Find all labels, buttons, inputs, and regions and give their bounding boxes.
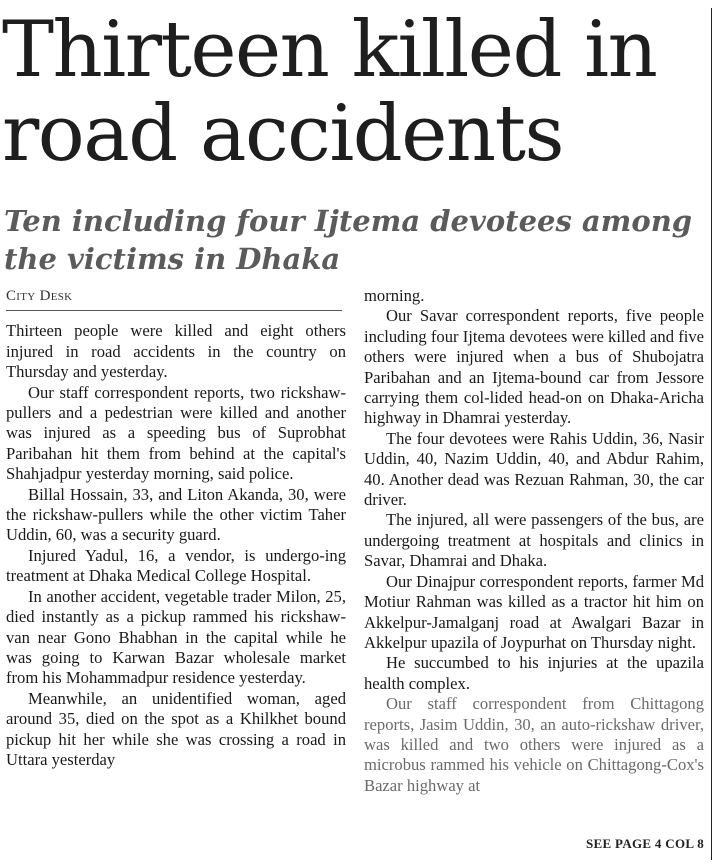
paragraph: The four devotees were Rahis Uddin, 36, Nasir Uddin, 40, Nazim Uddin, 40, and Abdur Rahim, 40. Another dead was Rezuan Rahman, 30, the car driver. [364,428,704,510]
paragraph: In another accident, vegetable trader Milon, 25, died instantly as a pickup rammed his rickshaw-van near Gono Bhabhan in the capital while he was going to Karwan Bazar wholesale market from his Mohammadpur residence yesterday. [6,586,346,688]
continuation-jump-line: SEE PAGE 4 COL 8 [586,836,704,851]
byline-spacer [6,313,346,321]
paragraph: Billal Hossain, 33, and Liton Akanda, 30, were the rickshaw-pullers while the other victim Taher Uddin, 60, was a security guard. [6,484,346,545]
paragraph: Our staff correspondent reports, two rickshaw-pullers and a pedestrian were killed and another was injured as a speeding bus of Suprobhat Paribahan hit them from behind at the capital's Shahjadpur yesterday morning, said police. [6,382,346,484]
paragraph: Injured Yadul, 16, a vendor, is undergo-ing treatment at Dhaka Medical College Hospital. [6,545,346,586]
paragraph: Thirteen people were killed and eight others injured in road accidents in the country on Thursday and yesterday. [6,321,346,382]
byline: City Desk [6,286,342,311]
paragraph: Meanwhile, an unidentified woman, aged around 35, died on the spot as a Khilkhet bound pickup hit her while she was crossing a road in Uttara yesterday [6,688,346,769]
headline [2,5,702,179]
headline-line-1: Thirteen killed in [2,5,657,95]
article-column-right [364,286,704,796]
paragraph: morning. [364,286,425,305]
paragraph: Our Dinajpur correspondent reports, farmer Md Motiur Rahman was killed as a tractor hit him on Akkelpur-Jamalganj road at Awalgari Bazar in Akkelpur upazila of Joypurhat on Thursday night. [364,571,704,652]
subhead-line-1: Ten including four Ijtema devotees among [4,204,693,238]
subheadline [4,202,704,278]
headline-line-2: road accidents [2,89,563,179]
subhead-line-2: the victims in Dhaka [4,242,341,276]
paragraph: Our Savar correspondent reports, five people including four Ijtema devotees were killed and five others were injured when a bus of Shubojatra Paribahan and an Ijtema-bound car from Jessore carrying them col-lided head-on on Dhaka-Aricha highway in Dhamrai yesterday. [364,306,704,428]
article-column-left [6,286,346,770]
paragraph: Our staff correspondent from Chittagong reports, Jasim Uddin, 30, an auto-rickshaw driver, was killed and two others were injured as a microbus rammed his vehicle on Chittagong-Cox's Bazar highway at [364,694,704,795]
column-divider [711,8,712,860]
paragraph: He succumbed to his injuries at the upazila health complex. [364,653,704,693]
paragraph: The injured, all were passengers of the bus, are undergoing treatment at hospitals and clinics in Savar, Dhamrai and Dhaka. [364,510,704,571]
